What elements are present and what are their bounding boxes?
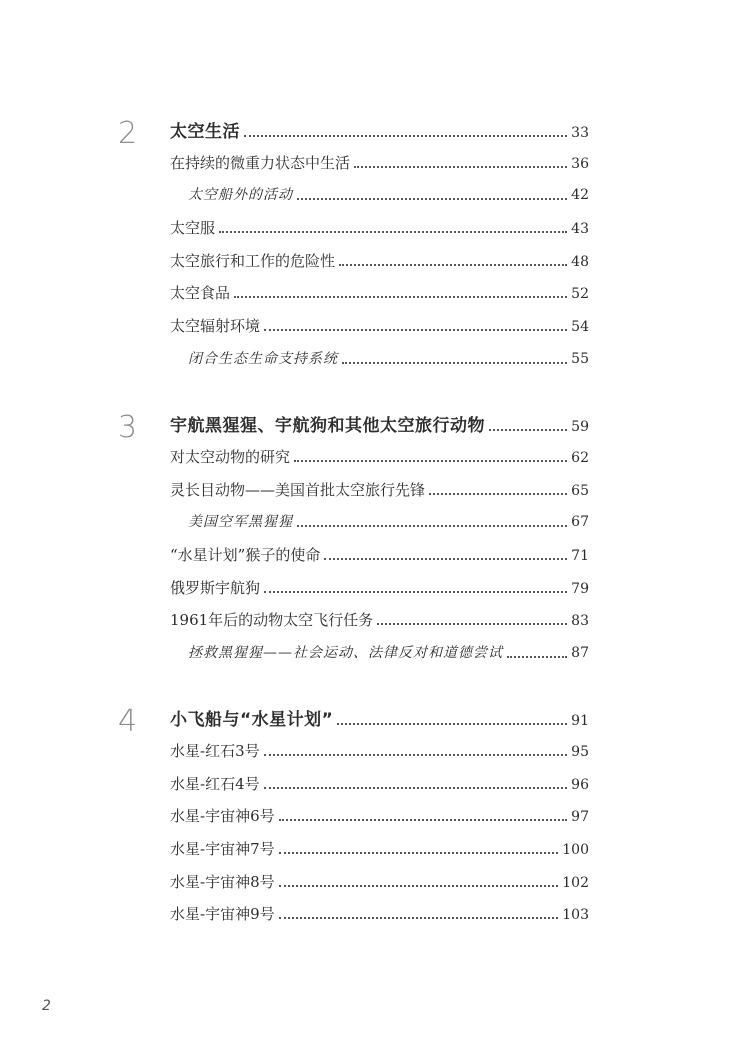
entry-page-number: 55 (571, 351, 589, 367)
dot-leader (279, 916, 559, 919)
entry-page-number: 87 (571, 645, 589, 661)
chapter-number: 4 (118, 704, 138, 739)
dot-leader (297, 197, 567, 200)
entry-title: 灵长目动物——美国首批太空旅行先锋 (170, 481, 426, 499)
toc-entry[interactable] (170, 608, 589, 632)
dot-leader (234, 295, 567, 298)
chapter-number: 2 (118, 116, 138, 151)
entry-page-number: 62 (571, 450, 589, 466)
entry-title: 对太空动物的研究 (170, 448, 291, 466)
dot-leader (337, 722, 567, 725)
entry-title: 在持续的微重力状态中生活 (170, 154, 351, 172)
entry-page-number: 79 (571, 581, 589, 597)
toc-entry[interactable] (170, 772, 589, 796)
toc-entry[interactable] (170, 837, 589, 861)
toc-entry-chapter-title[interactable] (170, 708, 589, 732)
entry-title: 太空船外的活动 (188, 187, 293, 203)
dot-leader (264, 590, 567, 593)
chapter-number: 3 (118, 410, 138, 445)
toc-entry-chapter-title[interactable] (170, 120, 589, 144)
dot-leader (244, 134, 567, 137)
entry-title: 闭合生态生命支持系统 (188, 351, 338, 367)
toc-entry[interactable] (170, 902, 589, 926)
page-folio-number: 2 (42, 998, 51, 1014)
entry-title: 水星-红石3号 (170, 742, 260, 760)
entry-page-number: 102 (562, 875, 589, 891)
dot-leader (377, 622, 567, 625)
toc-entry[interactable] (170, 870, 589, 894)
dot-leader (219, 230, 567, 233)
entry-page-number: 67 (571, 514, 589, 530)
dot-leader (279, 884, 559, 887)
entry-page-number: 33 (571, 125, 589, 141)
entry-title: 水星-宇宙神9号 (170, 905, 275, 923)
entry-page-number: 48 (571, 254, 589, 270)
entry-title: 小飞船与“水星计划” (170, 710, 334, 730)
toc-entry[interactable] (170, 249, 589, 273)
entry-title: 太空旅行和工作的危险性 (170, 252, 336, 270)
dot-leader (279, 851, 559, 854)
entry-title: 太空辐射环境 (170, 317, 261, 335)
entry-title: 水星-红石4号 (170, 775, 260, 793)
toc-entry[interactable] (170, 281, 589, 305)
entry-title: 俄罗斯宇航狗 (170, 579, 261, 597)
entry-title: 太空食品 (170, 284, 231, 302)
entry-page-number: 97 (571, 809, 589, 825)
entry-title: 太空生活 (170, 122, 240, 142)
dot-leader (297, 524, 567, 527)
toc-entry[interactable] (170, 804, 589, 828)
entry-title: 美国空军黑猩猩 (188, 514, 293, 530)
dot-leader (342, 361, 567, 364)
entry-title: 水星-宇宙神6号 (170, 807, 275, 825)
entry-title: 1961年后的动物太空飞行任务 (170, 611, 374, 629)
entry-page-number: 65 (571, 483, 589, 499)
toc-subentry[interactable] (188, 347, 589, 371)
dot-leader (294, 459, 567, 462)
entry-title: 水星-宇宙神8号 (170, 873, 275, 891)
toc-subentry[interactable] (188, 510, 589, 534)
dot-leader (264, 786, 568, 789)
entry-page-number: 54 (571, 319, 589, 335)
dot-leader (279, 818, 568, 821)
toc-entry[interactable] (170, 739, 589, 763)
entry-title: 拯救黑猩猩——社会运动、法律反对和道德尝试 (188, 645, 503, 661)
entry-page-number: 52 (571, 286, 589, 302)
dot-leader (264, 328, 567, 331)
toc-entry[interactable] (170, 314, 589, 338)
dot-leader (507, 655, 567, 658)
entry-title: 宇航黑猩猩、宇航狗和其他太空旅行动物 (170, 416, 485, 436)
entry-title: “水星计划”猴子的使命 (170, 546, 321, 564)
toc-subentry[interactable] (188, 641, 589, 665)
entry-page-number: 71 (571, 548, 589, 564)
dot-leader (339, 263, 567, 266)
entry-page-number: 59 (571, 419, 589, 435)
toc-entry[interactable] (170, 445, 589, 469)
dot-leader (264, 753, 568, 756)
toc-entry-chapter-title[interactable] (170, 414, 589, 438)
entry-page-number: 43 (571, 221, 589, 237)
entry-page-number: 95 (571, 744, 589, 760)
toc-entry[interactable] (170, 478, 589, 502)
dot-leader (489, 428, 567, 431)
entry-page-number: 83 (571, 613, 589, 629)
dot-leader (324, 557, 567, 560)
entry-page-number: 91 (571, 713, 589, 729)
toc-entry[interactable] (170, 216, 589, 240)
dot-leader (429, 492, 567, 495)
toc-entry[interactable] (170, 151, 589, 175)
toc-entry[interactable] (170, 543, 589, 567)
toc-entry[interactable] (170, 576, 589, 600)
entry-page-number: 96 (571, 777, 589, 793)
entry-page-number: 100 (562, 842, 589, 858)
entry-title: 水星-宇宙神7号 (170, 840, 275, 858)
entry-title: 太空服 (170, 219, 216, 237)
entry-page-number: 36 (571, 156, 589, 172)
toc-subentry[interactable] (188, 183, 589, 207)
entry-page-number: 42 (571, 187, 589, 203)
dot-leader (354, 165, 567, 168)
entry-page-number: 103 (562, 907, 589, 923)
